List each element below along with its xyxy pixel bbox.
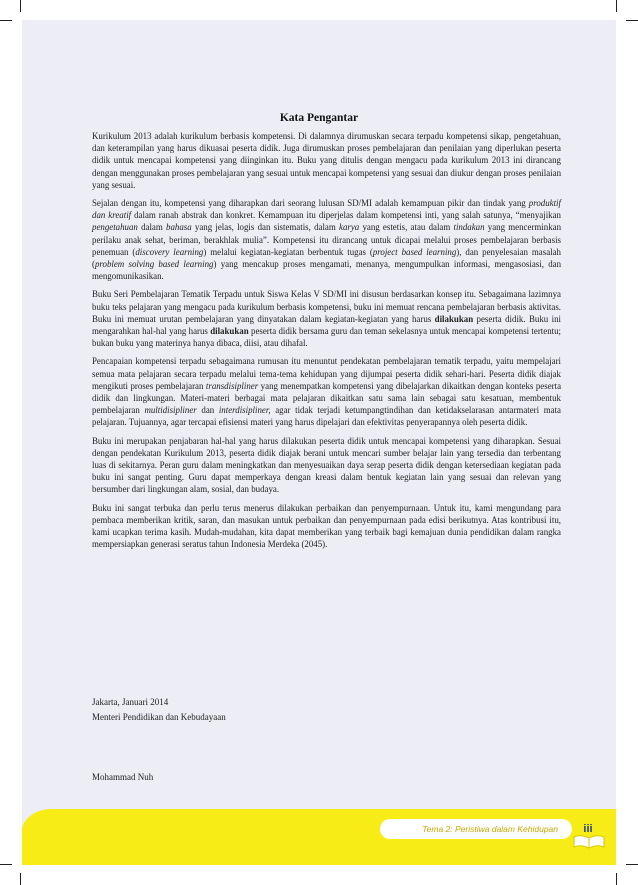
crop-mark (626, 864, 638, 865)
text-run: dan (196, 405, 219, 416)
text-run: pengetahuan (92, 222, 138, 233)
text-run: dilakukan (210, 326, 249, 337)
paragraph (92, 502, 561, 551)
text-run: produktif dan kreatif (92, 198, 561, 221)
text-run: ) melalui kegiatan-kegiatan berbentuk tugas ( (203, 246, 373, 257)
paragraph (92, 130, 561, 191)
footer-theme: Tema 2: Peristiwa dalam Kehidupan (380, 819, 572, 839)
text-run: project based learning (372, 246, 457, 257)
crop-mark (20, 0, 21, 12)
text-run: ), dan penyelesaian masalah ( (92, 246, 561, 270)
paragraph (92, 355, 561, 428)
crop-mark (0, 20, 12, 21)
footer-band (22, 809, 616, 865)
text-run: Pencapaian kompetensi terpadu sebagaimana rumusan itu menuntut pendekatan pembelajaran tematik terpadu, yaitu mempelajari semua mata pelajaran secara terpadu melalui tema-tema kehidupan yang dijumpai peserta didik sehari-hari. Peserta didik diajak mengikuti proses pembelajaran (92, 356, 561, 391)
text-run: yang jelas, logis dan sistematis, dalam (191, 222, 339, 233)
text-run: yang menempatkan kompetensi yang dibelajarkan dikaitkan dengan konteks peserta didik dan lingkungan. Materi-materi berbagai mata pelajaran dikaitkan satu sama lain sebagai satu kesatuan, membentuk pembelajaran (92, 380, 562, 416)
text-run: problem solving based learning (94, 259, 214, 270)
crop-mark (20, 873, 21, 885)
text-run: Sejalan dengan itu, kompetensi yang diharapkan dari seorang lulusan SD/MI adalah kemampuan pikir dan tindak yang (92, 198, 529, 209)
text-run: yang estetis, atau dalam (359, 222, 454, 233)
text-run: peserta didik bersama guru dan teman sekelasnya untuk mencapai kompetensi tertentu; bukan buku yang materinya hanya dibaca, diisi, atau dihafal. (92, 326, 562, 349)
text-run: transdisipliner (205, 380, 259, 391)
text-run: bahasa (166, 222, 192, 233)
page-number: iii (583, 823, 593, 835)
open-book-icon (572, 833, 606, 849)
text-run: dilakukan (434, 313, 474, 324)
text-run: Kurikulum 2013 adalah kurikulum berbasis kompetensi. Di dalamnya dirumuskan secara terpadu kompetensi sikap, pengetahuan, dan keterampilan yang harus dikuasai peserta didik. Juga dirumuskan proses pembelajaran dan penilaian yang diperlukan peserta didik untuk mencapai kompetensi yang diinginkan itu. Buku yang ditulis dengan mengacu pada kurikulum 2013 ini dirancang dengan menggunakan proses pembelajaran yang sesuai untuk mencapai kompetensi yang sesuai dan diukur dengan proses penilaian yang sesuai. (92, 131, 562, 190)
text-run: agar tidak terjadi ketumpangtindihan dan ketidakselarasan antarmateri mata pelajaran. Tujuannya, agar tercapai efisiensi materi yang harus dipelajari dan efektivitas penyerapannya oleh peserta didik. (92, 405, 561, 428)
body-text (92, 130, 561, 557)
text-run: yang mencerminkan perilaku anak sehat, beriman, berakhlak mulia”. Kompetensi itu dirancang untuk dicapai melalui proses pembelajaran berbasis penemuan ( (92, 222, 562, 257)
paragraph (92, 435, 561, 496)
text-run: karya (339, 222, 360, 233)
crop-mark (0, 864, 12, 865)
crop-mark (616, 0, 617, 12)
text-run: interdisipliner, (218, 405, 271, 416)
paragraph (92, 197, 561, 282)
document-page (22, 20, 616, 865)
signature-position: Menteri Pendidikan dan Kebudayaan (92, 712, 226, 722)
crop-mark (616, 873, 617, 885)
text-run: discovery learning (135, 246, 204, 257)
text-run: multidisipliner (144, 405, 197, 416)
text-run: peserta didik. Buku ini mengarahkan hal-hal yang harus (92, 313, 561, 337)
signature-place-date: Jakarta, Januari 2014 (92, 697, 169, 707)
text-run: Buku ini sangat terbuka dan perlu terus menerus dilakukan perbaikan dan penyempurnaan. Untuk itu, kami mengundang para pembaca memberikan kritik, saran, dan masukan untuk perbaikan dan penyempurnaan pada edisi berikutnya. Atas kontribusi itu, kami ucapkan terima kasih. Mudah-mudahan, kita dapat memberikan yang terbaik bagi kemajuan dunia pendidikan dalam rangka mempersiapkan generasi seratus tahun Indonesia Merdeka (2045). (92, 502, 561, 550)
text-run: tindakan (453, 222, 485, 233)
text-run: dalam ranah abstrak dan konkret. Kemampuan itu diperjelas dalam kompetensi inti, yang salah satunya, “menyajikan (131, 210, 561, 221)
text-run: Buku ini merupakan penjabaran hal-hal yang harus dilakukan peserta didik untuk mencapai kompetensi yang diharapkan. Sesuai dengan pendekatan Kurikulum 2013, peserta didik diajak berani untuk mencari sumber belajar lain yang tersedia dan terbentang luas di sekitarnya. Peran guru dalam meningkatkan dan menyesuaikan daya serap peserta didik dengan ketersediaan kegiatan pada buku ini sangat penting. Guru dapat memperkaya dengan kreasi dalam bentuk kegiatan lain yang sesuai dan relevan yang bersumber dari lingkungan alam, sosial, dan budaya. (92, 435, 561, 495)
text-run: dalam (137, 222, 167, 233)
text-run: ) yang mencakup proses mengamati, menanya, mengumpulkan informasi, mengasosiasi, dan mengomunikasikan. (92, 259, 562, 282)
paragraph (92, 288, 561, 349)
page-title: Kata Pengantar (279, 112, 359, 124)
text-run: Buku Seri Pembelajaran Tematik Terpadu untuk Siswa Kelas V SD/MI ini disusun berdasarkan konsep itu. Sebagaimana lazimnya buku teks pelajaran yang mengacu pada kurikulum berbasis kompetensi, buku ini memuat rencana pembelajaran berbasis aktivitas. Buku ini memuat urutan pembelajaran yang dinyatakan dalam kegiatan-kegiatan yang harus (92, 289, 561, 324)
signature-name: Mohammad Nuh (92, 772, 154, 782)
crop-mark (626, 20, 638, 21)
